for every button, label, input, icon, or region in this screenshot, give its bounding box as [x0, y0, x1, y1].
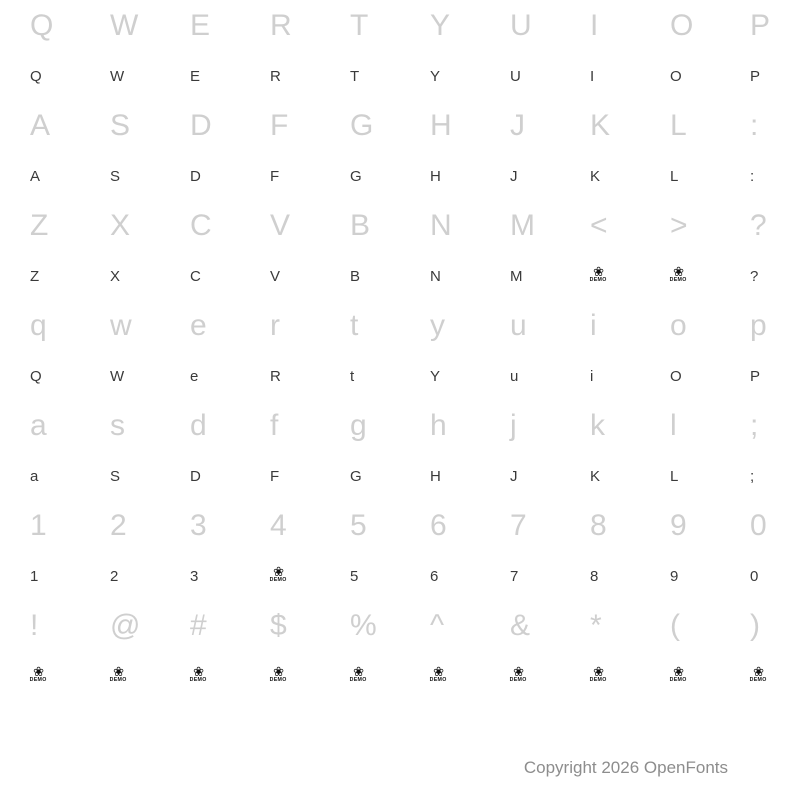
glyph-cell: j	[510, 409, 517, 442]
glyph-cell: T	[350, 67, 360, 85]
demo-label: DEMO	[109, 677, 127, 683]
glyph-cell: *	[590, 609, 602, 642]
glyph-cell: 2	[110, 567, 119, 585]
glyph-cell: 0	[750, 567, 759, 585]
demo-watermark-glyph	[240, 652, 320, 700]
glyph-row	[0, 400, 800, 452]
flower-petals: ❀	[193, 664, 204, 679]
glyph-cell: G	[350, 167, 362, 185]
glyph-cell: d	[190, 409, 207, 442]
glyph-cell: 1	[30, 567, 39, 585]
glyph-cell: 6	[430, 509, 447, 542]
demo-label: DEMO	[29, 677, 47, 683]
glyph-cell: 1	[30, 509, 47, 542]
glyph-cell: $	[270, 609, 287, 642]
glyph-cell: E	[190, 9, 211, 42]
glyph-cell: w	[110, 309, 132, 342]
glyph-cell: P	[750, 367, 761, 385]
glyph-row	[0, 600, 800, 652]
glyph-cell: H	[430, 109, 452, 142]
glyph-cell: X	[110, 267, 121, 285]
glyph-cell: Q	[30, 367, 42, 385]
glyph-cell: S	[110, 109, 131, 142]
glyph-cell: :	[750, 167, 755, 185]
glyph-cell: D	[190, 109, 212, 142]
glyph-cell: u	[510, 367, 519, 385]
glyph-cell: g	[350, 409, 367, 442]
demo-watermark-glyph	[640, 252, 720, 300]
flower-petals: ❀	[273, 664, 284, 679]
glyph-cell: <	[590, 209, 608, 242]
glyph-row	[0, 452, 800, 500]
glyph-cell: 9	[670, 567, 679, 585]
glyph-cell: i	[590, 309, 597, 342]
glyph-cell: V	[270, 267, 281, 285]
demo-label: DEMO	[269, 677, 287, 683]
glyph-cell: I	[590, 9, 599, 42]
glyph-cell: P	[750, 9, 771, 42]
glyph-cell: J	[510, 109, 525, 142]
glyph-cell: y	[430, 309, 445, 342]
glyph-cell: 4	[270, 509, 287, 542]
glyph-cell: (	[670, 609, 680, 642]
glyph-cell: O	[670, 67, 682, 85]
demo-watermark-glyph	[480, 652, 560, 700]
glyph-cell: @	[110, 609, 141, 642]
flower-icon	[589, 264, 607, 283]
demo-label: DEMO	[589, 677, 607, 683]
glyph-cell: E	[190, 67, 201, 85]
glyph-cell: 5	[350, 567, 359, 585]
flower-icon	[429, 664, 447, 683]
flower-icon	[349, 664, 367, 683]
glyph-cell: R	[270, 9, 292, 42]
flower-icon	[749, 664, 767, 683]
demo-label: DEMO	[429, 677, 447, 683]
glyph-cell: K	[590, 109, 611, 142]
glyph-cell: 2	[110, 509, 127, 542]
demo-label: DEMO	[349, 677, 367, 683]
glyph-cell: s	[110, 409, 125, 442]
glyph-row	[0, 200, 800, 252]
glyph-cell: K	[590, 167, 601, 185]
glyph-cell: ?	[750, 209, 767, 242]
flower-icon	[29, 664, 47, 683]
glyph-cell: t	[350, 309, 359, 342]
glyph-row	[0, 652, 800, 700]
flower-icon	[109, 664, 127, 683]
glyph-cell: 5	[350, 509, 367, 542]
demo-watermark-glyph	[560, 652, 640, 700]
glyph-cell: >	[670, 209, 688, 242]
glyph-cell: D	[190, 167, 201, 185]
flower-petals: ❀	[353, 664, 364, 679]
demo-watermark-glyph	[560, 252, 640, 300]
flower-icon	[189, 664, 207, 683]
flower-icon	[669, 664, 687, 683]
glyph-cell: R	[270, 367, 281, 385]
glyph-cell: H	[430, 167, 441, 185]
glyph-cell: F	[270, 109, 289, 142]
flower-petals: ❀	[33, 664, 44, 679]
glyph-cell: &	[510, 609, 531, 642]
demo-label: DEMO	[749, 677, 767, 683]
glyph-cell: L	[670, 467, 679, 485]
glyph-cell: 0	[750, 509, 767, 542]
glyph-row	[0, 352, 800, 400]
flower-petals: ❀	[433, 664, 444, 679]
glyph-cell: e	[190, 367, 199, 385]
glyph-row	[0, 300, 800, 352]
glyph-cell: ;	[750, 409, 759, 442]
flower-petals: ❀	[113, 664, 124, 679]
glyph-cell: C	[190, 267, 201, 285]
glyph-cell: N	[430, 267, 441, 285]
glyph-cell: t	[350, 367, 355, 385]
glyph-cell: Y	[430, 367, 441, 385]
demo-label: DEMO	[509, 677, 527, 683]
glyph-cell: r	[270, 309, 280, 342]
glyph-cell: W	[110, 67, 125, 85]
glyph-cell: f	[270, 409, 279, 442]
glyph-cell: !	[30, 609, 39, 642]
flower-petals: ❀	[593, 264, 604, 279]
flower-icon	[669, 264, 687, 283]
glyph-row	[0, 100, 800, 152]
flower-petals: ❀	[673, 264, 684, 279]
glyph-cell: M	[510, 267, 523, 285]
glyph-cell: K	[590, 467, 601, 485]
demo-watermark-glyph	[320, 652, 400, 700]
glyph-cell: J	[510, 167, 518, 185]
flower-icon	[509, 664, 527, 683]
glyph-cell: G	[350, 467, 362, 485]
flower-petals: ❀	[673, 664, 684, 679]
glyph-cell: %	[350, 609, 377, 642]
glyph-cell: p	[750, 309, 767, 342]
flower-petals: ❀	[753, 664, 764, 679]
demo-label: DEMO	[269, 577, 287, 583]
glyph-cell: Z	[30, 267, 40, 285]
glyph-cell: u	[510, 309, 527, 342]
demo-watermark-glyph	[0, 652, 80, 700]
glyph-cell: ?	[750, 267, 759, 285]
demo-watermark-glyph	[160, 652, 240, 700]
demo-label: DEMO	[669, 677, 687, 683]
glyph-cell: U	[510, 9, 532, 42]
glyph-cell: W	[110, 367, 125, 385]
glyph-cell: Y	[430, 9, 451, 42]
glyph-cell: O	[670, 367, 682, 385]
glyph-cell: a	[30, 409, 47, 442]
glyph-cell: S	[110, 467, 121, 485]
glyph-cell: B	[350, 267, 361, 285]
glyph-cell: Y	[430, 67, 441, 85]
flower-icon	[589, 664, 607, 683]
demo-watermark-glyph	[240, 552, 320, 600]
glyph-cell: 7	[510, 509, 527, 542]
glyph-cell: N	[430, 209, 452, 242]
glyph-cell: L	[670, 109, 687, 142]
glyph-cell: o	[670, 309, 687, 342]
glyph-cell: A	[30, 167, 41, 185]
glyph-row	[0, 552, 800, 600]
glyph-cell: O	[670, 9, 694, 42]
glyph-cell: )	[750, 609, 760, 642]
demo-watermark-glyph	[400, 652, 480, 700]
glyph-cell: k	[590, 409, 605, 442]
demo-label: DEMO	[589, 277, 607, 283]
glyph-row	[0, 0, 800, 52]
glyph-cell: ^	[430, 609, 445, 642]
glyph-cell: X	[110, 209, 131, 242]
glyph-cell: #	[190, 609, 207, 642]
glyph-cell: M	[510, 209, 535, 242]
glyph-cell: 8	[590, 509, 607, 542]
flower-icon	[269, 664, 287, 683]
glyph-cell: :	[750, 109, 759, 142]
glyph-cell: 9	[670, 509, 687, 542]
glyph-cell: J	[510, 467, 518, 485]
glyph-row	[0, 152, 800, 200]
glyph-cell: e	[190, 309, 207, 342]
flower-petals: ❀	[273, 564, 284, 579]
demo-watermark-glyph	[720, 652, 800, 700]
glyph-cell: h	[430, 409, 447, 442]
glyph-cell: ;	[750, 467, 755, 485]
glyph-cell: 3	[190, 567, 199, 585]
glyph-cell: H	[430, 467, 441, 485]
demo-watermark-glyph	[640, 652, 720, 700]
glyph-cell: l	[670, 409, 677, 442]
glyph-cell: 7	[510, 567, 519, 585]
glyph-cell: V	[270, 209, 291, 242]
glyph-cell: G	[350, 109, 374, 142]
glyph-cell: L	[670, 167, 679, 185]
demo-watermark-glyph	[80, 652, 160, 700]
flower-icon	[269, 564, 287, 583]
glyph-cell: q	[30, 309, 47, 342]
glyph-cell: F	[270, 167, 280, 185]
demo-label: DEMO	[189, 677, 207, 683]
glyph-cell: 6	[430, 567, 439, 585]
glyph-cell: F	[270, 467, 280, 485]
glyph-cell: Z	[30, 209, 49, 242]
glyph-cell: A	[30, 109, 51, 142]
glyph-cell: 3	[190, 509, 207, 542]
glyph-row	[0, 252, 800, 300]
glyph-cell: W	[110, 9, 139, 42]
glyph-cell: Q	[30, 9, 54, 42]
flower-petals: ❀	[593, 664, 604, 679]
demo-label: DEMO	[669, 277, 687, 283]
glyph-row	[0, 500, 800, 552]
glyph-cell: R	[270, 67, 281, 85]
glyph-cell: U	[510, 67, 521, 85]
glyph-cell: I	[590, 67, 595, 85]
flower-petals: ❀	[513, 664, 524, 679]
glyph-cell: S	[110, 167, 121, 185]
glyph-cell: a	[30, 467, 39, 485]
glyph-cell: C	[190, 209, 212, 242]
glyph-cell: D	[190, 467, 201, 485]
copyright-notice: Copyright 2026 OpenFonts	[523, 758, 728, 777]
glyph-cell: P	[750, 67, 761, 85]
glyph-cell: Q	[30, 67, 42, 85]
glyph-cell: B	[350, 209, 371, 242]
glyph-row	[0, 52, 800, 100]
glyph-cell: T	[350, 9, 369, 42]
glyph-cell: i	[590, 367, 594, 385]
glyph-cell: 8	[590, 567, 599, 585]
